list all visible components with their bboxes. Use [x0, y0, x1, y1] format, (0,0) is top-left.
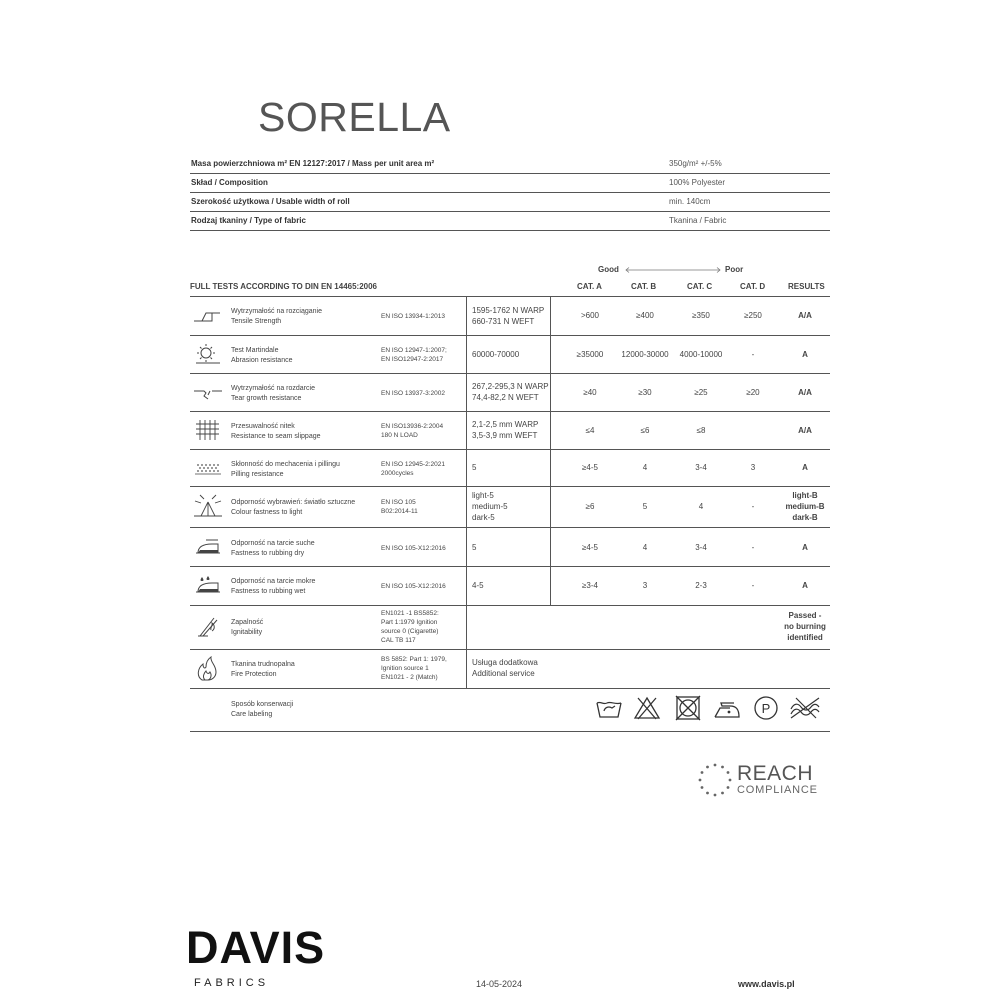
test-name	[231, 384, 315, 404]
standard-line: EN ISO 12945-2:2021	[381, 461, 445, 468]
test-result	[775, 462, 835, 473]
value-line: 5	[472, 543, 477, 552]
value-line: Usługa dodatkowa	[472, 658, 538, 667]
standard-line: EN ISO 13937-3:2002	[381, 390, 445, 397]
cat-d-value: -	[751, 543, 755, 552]
test-name	[231, 498, 355, 518]
cat-d-value: -	[751, 350, 755, 359]
result-line: A/A	[798, 426, 812, 435]
svg-text:P: P	[761, 701, 771, 716]
dry-clean-p-icon	[752, 694, 780, 722]
result-line: medium-B	[785, 502, 825, 511]
cat-c-header: CAT. C	[687, 282, 713, 291]
divider	[550, 374, 551, 411]
test-result	[775, 490, 835, 523]
standard-line: EN1021 -1 BS5852:	[381, 610, 439, 617]
cat-a-value: ≥3-4	[582, 581, 598, 590]
divider	[466, 450, 467, 486]
reach-title: REACH	[737, 762, 814, 785]
cat-d-value: ≥250	[744, 311, 762, 320]
test-row	[190, 528, 830, 567]
test-name-pl: Przesuwalność nitek	[231, 423, 295, 430]
rubbing-wet-icon	[192, 573, 224, 599]
test-standard	[381, 346, 447, 364]
test-name-pl: Zapalność	[231, 619, 264, 626]
cat-b-value: ≤6	[640, 426, 650, 435]
test-value	[472, 542, 476, 553]
result-line: dark-B	[792, 513, 818, 522]
test-name-pl: Odporność wybrawień: światło sztuczne	[231, 499, 356, 506]
divider	[466, 567, 467, 605]
cat-a-value: ≥6	[585, 502, 595, 511]
test-result	[775, 310, 835, 321]
test-value	[472, 490, 508, 523]
scale-indicator	[598, 265, 748, 277]
test-name	[231, 618, 263, 638]
test-name	[231, 577, 315, 597]
cat-b-value: 4	[642, 463, 648, 472]
result-line: A	[802, 350, 808, 359]
test-row	[190, 374, 830, 412]
divider	[550, 336, 551, 373]
value-line: 5	[472, 463, 477, 472]
test-value	[472, 462, 476, 473]
test-row	[190, 650, 830, 689]
test-name-en: Fire Protection	[231, 671, 277, 678]
test-name-en: Care labeling	[231, 711, 273, 718]
test-value	[472, 419, 538, 441]
test-name	[231, 346, 292, 366]
cat-a-value: ≥4-5	[582, 543, 598, 552]
test-value	[472, 381, 549, 403]
property-label: Masa powierzchniowa m² EN 12127:2017 / Mass per unit area m²	[191, 159, 435, 168]
test-name	[231, 660, 295, 680]
tear-icon	[192, 379, 224, 405]
test-value	[472, 580, 484, 591]
cat-c-value: ≥25	[694, 388, 708, 397]
test-standard	[381, 544, 446, 553]
cat-a-header: CAT. A	[577, 282, 602, 291]
value-line: 60000-70000	[472, 350, 520, 359]
divider	[466, 528, 467, 566]
test-name-en: Fastness to rubbing wet	[231, 588, 306, 595]
cat-b-value: 3	[642, 581, 648, 590]
result-line: no burning	[784, 622, 826, 631]
no-wring-icon	[788, 695, 822, 721]
result-line: A	[802, 463, 808, 472]
test-result	[775, 387, 835, 398]
value-line: light-5	[472, 491, 494, 500]
test-name-en: Abrasion resistance	[231, 357, 293, 364]
hand-wash-icon	[595, 695, 623, 721]
reach-compliance-logo	[697, 762, 837, 798]
test-result	[775, 580, 835, 591]
property-value: 350g/m² +/-5%	[669, 159, 722, 168]
cat-c-value: 3-4	[695, 543, 707, 552]
divider	[466, 412, 467, 449]
cat-b-value: 12000-30000	[621, 350, 669, 359]
document-date: 14-05-2024	[476, 979, 523, 989]
eu-stars-icon	[697, 762, 733, 798]
test-name-en: Resistance to seam slippage	[231, 433, 321, 440]
standard-line: 2000cycles	[381, 470, 414, 477]
property-row	[190, 174, 830, 193]
divider	[466, 606, 467, 649]
standard-line: EN ISO13936-2:2004	[381, 423, 444, 430]
cat-d-value: -	[751, 502, 755, 511]
test-standard	[381, 498, 418, 516]
result-line: A	[802, 581, 808, 590]
ignitability-icon	[192, 614, 224, 640]
property-row	[190, 193, 830, 212]
test-value	[472, 657, 538, 679]
result-line: A	[802, 543, 808, 552]
divider	[466, 650, 467, 688]
divider	[466, 374, 467, 411]
pilling-icon	[192, 455, 224, 481]
divider	[550, 487, 551, 527]
standard-line: EN ISO12947-2:2017	[381, 356, 444, 363]
divider	[550, 567, 551, 605]
divider	[466, 297, 467, 335]
value-line: 660-731 N WEFT	[472, 317, 535, 326]
no-bleach-icon	[632, 695, 662, 721]
standard-line: EN1021 - 2 (Match)	[381, 674, 438, 681]
no-tumble-dry-icon	[674, 694, 702, 722]
test-value	[472, 305, 544, 327]
test-result	[775, 349, 835, 360]
test-standard	[381, 422, 443, 440]
cat-c-value: 4000-10000	[679, 350, 723, 359]
divider	[466, 487, 467, 527]
cat-d-value: 3	[750, 463, 756, 472]
divider	[466, 336, 467, 373]
cat-b-value: 4	[642, 543, 648, 552]
test-result	[775, 610, 835, 643]
cat-b-value: ≥30	[638, 388, 652, 397]
property-label: Rodzaj tkaniny / Type of fabric	[191, 216, 306, 225]
tests-title: FULL TESTS ACCORDING TO DIN EN 14465:2006	[190, 282, 378, 291]
standard-line: CAL TB 117	[381, 637, 416, 644]
test-standard	[381, 609, 439, 645]
test-standard	[381, 655, 447, 682]
divider	[550, 450, 551, 486]
test-name-pl: Skłonność do mechacenia i pillingu	[231, 461, 340, 468]
test-name-en: Tear growth resistance	[231, 395, 302, 402]
standard-line: EN ISO 13934-1:2013	[381, 313, 445, 320]
standard-line: BS 5852: Part 1: 1979,	[381, 656, 447, 663]
test-standard	[381, 312, 445, 321]
cat-d-value: ≥20	[746, 388, 760, 397]
test-row	[190, 487, 830, 528]
tensile-icon	[192, 303, 224, 329]
test-row	[190, 297, 830, 336]
test-name-en: Pilling resistance	[231, 471, 284, 478]
property-value: 100% Polyester	[669, 178, 726, 187]
property-label: Szerokość użytkowa / Usable width of roll	[191, 197, 350, 206]
test-value	[472, 349, 519, 360]
standard-line: EN ISO 105	[381, 499, 416, 506]
test-result	[775, 425, 835, 436]
test-row	[190, 450, 830, 487]
scale-poor-label: Poor	[725, 265, 744, 274]
light-fastness-icon	[192, 494, 224, 520]
cat-a-value: ≤4	[585, 426, 595, 435]
property-value: min. 140cm	[669, 197, 711, 206]
cat-b-value: ≥400	[636, 311, 654, 320]
properties-table	[190, 155, 830, 231]
standard-line: EN ISO 105-X12:2016	[381, 545, 446, 552]
result-line: identified	[787, 633, 823, 642]
value-line: medium-5	[472, 502, 508, 511]
test-name-pl: Tkanina trudnopalna	[231, 661, 295, 668]
seam-slippage-icon	[192, 417, 224, 443]
standard-line: EN ISO 105-X12:2016	[381, 583, 446, 590]
brand-subtitle: FABRICS	[194, 977, 270, 989]
rubbing-dry-icon	[192, 534, 224, 560]
value-line: dark-5	[472, 513, 495, 522]
test-standard	[381, 582, 446, 591]
test-name	[231, 307, 322, 327]
test-name-pl: Sposób konserwacji	[231, 701, 294, 708]
test-name-en: Colour fastness to light	[231, 509, 303, 516]
test-name-en: Tensile Strength	[231, 318, 282, 325]
property-label: Skład / Composition	[191, 178, 268, 187]
test-row	[190, 412, 830, 450]
result-line: Passed -	[788, 611, 822, 620]
property-row	[190, 155, 830, 174]
value-line: 1595-1762 N WARP	[472, 306, 545, 315]
standard-line: B02:2014-11	[381, 508, 418, 515]
test-row	[190, 567, 830, 606]
standard-line: Part 1:1979 Ignition	[381, 619, 438, 626]
cat-c-value: 4	[698, 502, 704, 511]
value-line: 74,4-82,2 N WEFT	[472, 393, 539, 402]
cat-a-value: ≥35000	[576, 350, 604, 359]
result-line: A/A	[798, 388, 812, 397]
test-row	[190, 336, 830, 374]
fire-protection-icon	[192, 656, 224, 682]
cat-d-value: -	[751, 581, 755, 590]
test-name	[231, 422, 321, 442]
divider	[550, 412, 551, 449]
abrasion-icon	[192, 341, 224, 367]
test-row	[190, 689, 830, 732]
test-name-pl: Odporność na tarcie suche	[231, 540, 315, 547]
value-line: 4-5	[472, 581, 484, 590]
test-name-pl: Test Martindale	[231, 347, 279, 354]
cat-b-value: 5	[642, 502, 648, 511]
cat-c-value: 2-3	[695, 581, 707, 590]
product-title: SORELLA	[258, 94, 451, 140]
cat-a-value: >600	[580, 311, 600, 320]
cat-c-value: ≤8	[696, 426, 706, 435]
cat-c-value: 3-4	[695, 463, 707, 472]
test-name	[231, 539, 315, 559]
test-name	[231, 460, 340, 480]
brand-logo: DAVIS	[186, 922, 326, 973]
test-name-en: Ignitability	[231, 629, 263, 636]
value-line: 267,2-295,3 N WARP	[472, 382, 549, 391]
value-line: 3,5-3,9 mm WEFT	[472, 431, 538, 440]
test-name-pl: Wytrzymałość na rozciąganie	[231, 308, 322, 315]
cat-b-header: CAT. B	[631, 282, 657, 291]
value-line: 2,1-2,5 mm WARP	[472, 420, 539, 429]
test-name-pl: Wytrzymałość na rozdarcie	[231, 385, 315, 392]
standard-line: EN ISO 12947-1:2007;	[381, 347, 447, 354]
test-name	[231, 700, 293, 720]
property-value: Tkanina / Fabric	[669, 216, 727, 225]
test-row	[190, 606, 830, 650]
cat-c-value: ≥350	[692, 311, 710, 320]
website-link[interactable]: www.davis.pl	[738, 979, 795, 989]
iron-low-icon	[712, 695, 744, 721]
result-line: light-B	[792, 491, 818, 500]
scale-good-label: Good	[598, 265, 619, 274]
standard-line: 180 N LOAD	[381, 432, 418, 439]
scale-arrow-icon	[624, 266, 722, 274]
test-standard	[381, 460, 445, 478]
results-header: RESULTS	[788, 282, 825, 291]
test-name-en: Fastness to rubbing dry	[231, 550, 305, 557]
test-name-pl: Odporność na tarcie mokre	[231, 578, 316, 585]
test-result	[775, 542, 835, 553]
divider	[550, 297, 551, 335]
cat-a-value: ≥40	[583, 388, 597, 397]
divider	[550, 528, 551, 566]
reach-subtitle: COMPLIANCE	[737, 784, 818, 796]
test-standard	[381, 389, 445, 398]
value-line: Additional service	[472, 669, 535, 678]
result-line: A/A	[798, 311, 812, 320]
tests-header	[190, 280, 830, 297]
standard-line: Ignition source 1	[381, 665, 429, 672]
property-row	[190, 212, 830, 231]
cat-a-value: ≥4-5	[582, 463, 598, 472]
cat-d-header: CAT. D	[740, 282, 766, 291]
standard-line: source 0 (Cigarette)	[381, 628, 439, 635]
